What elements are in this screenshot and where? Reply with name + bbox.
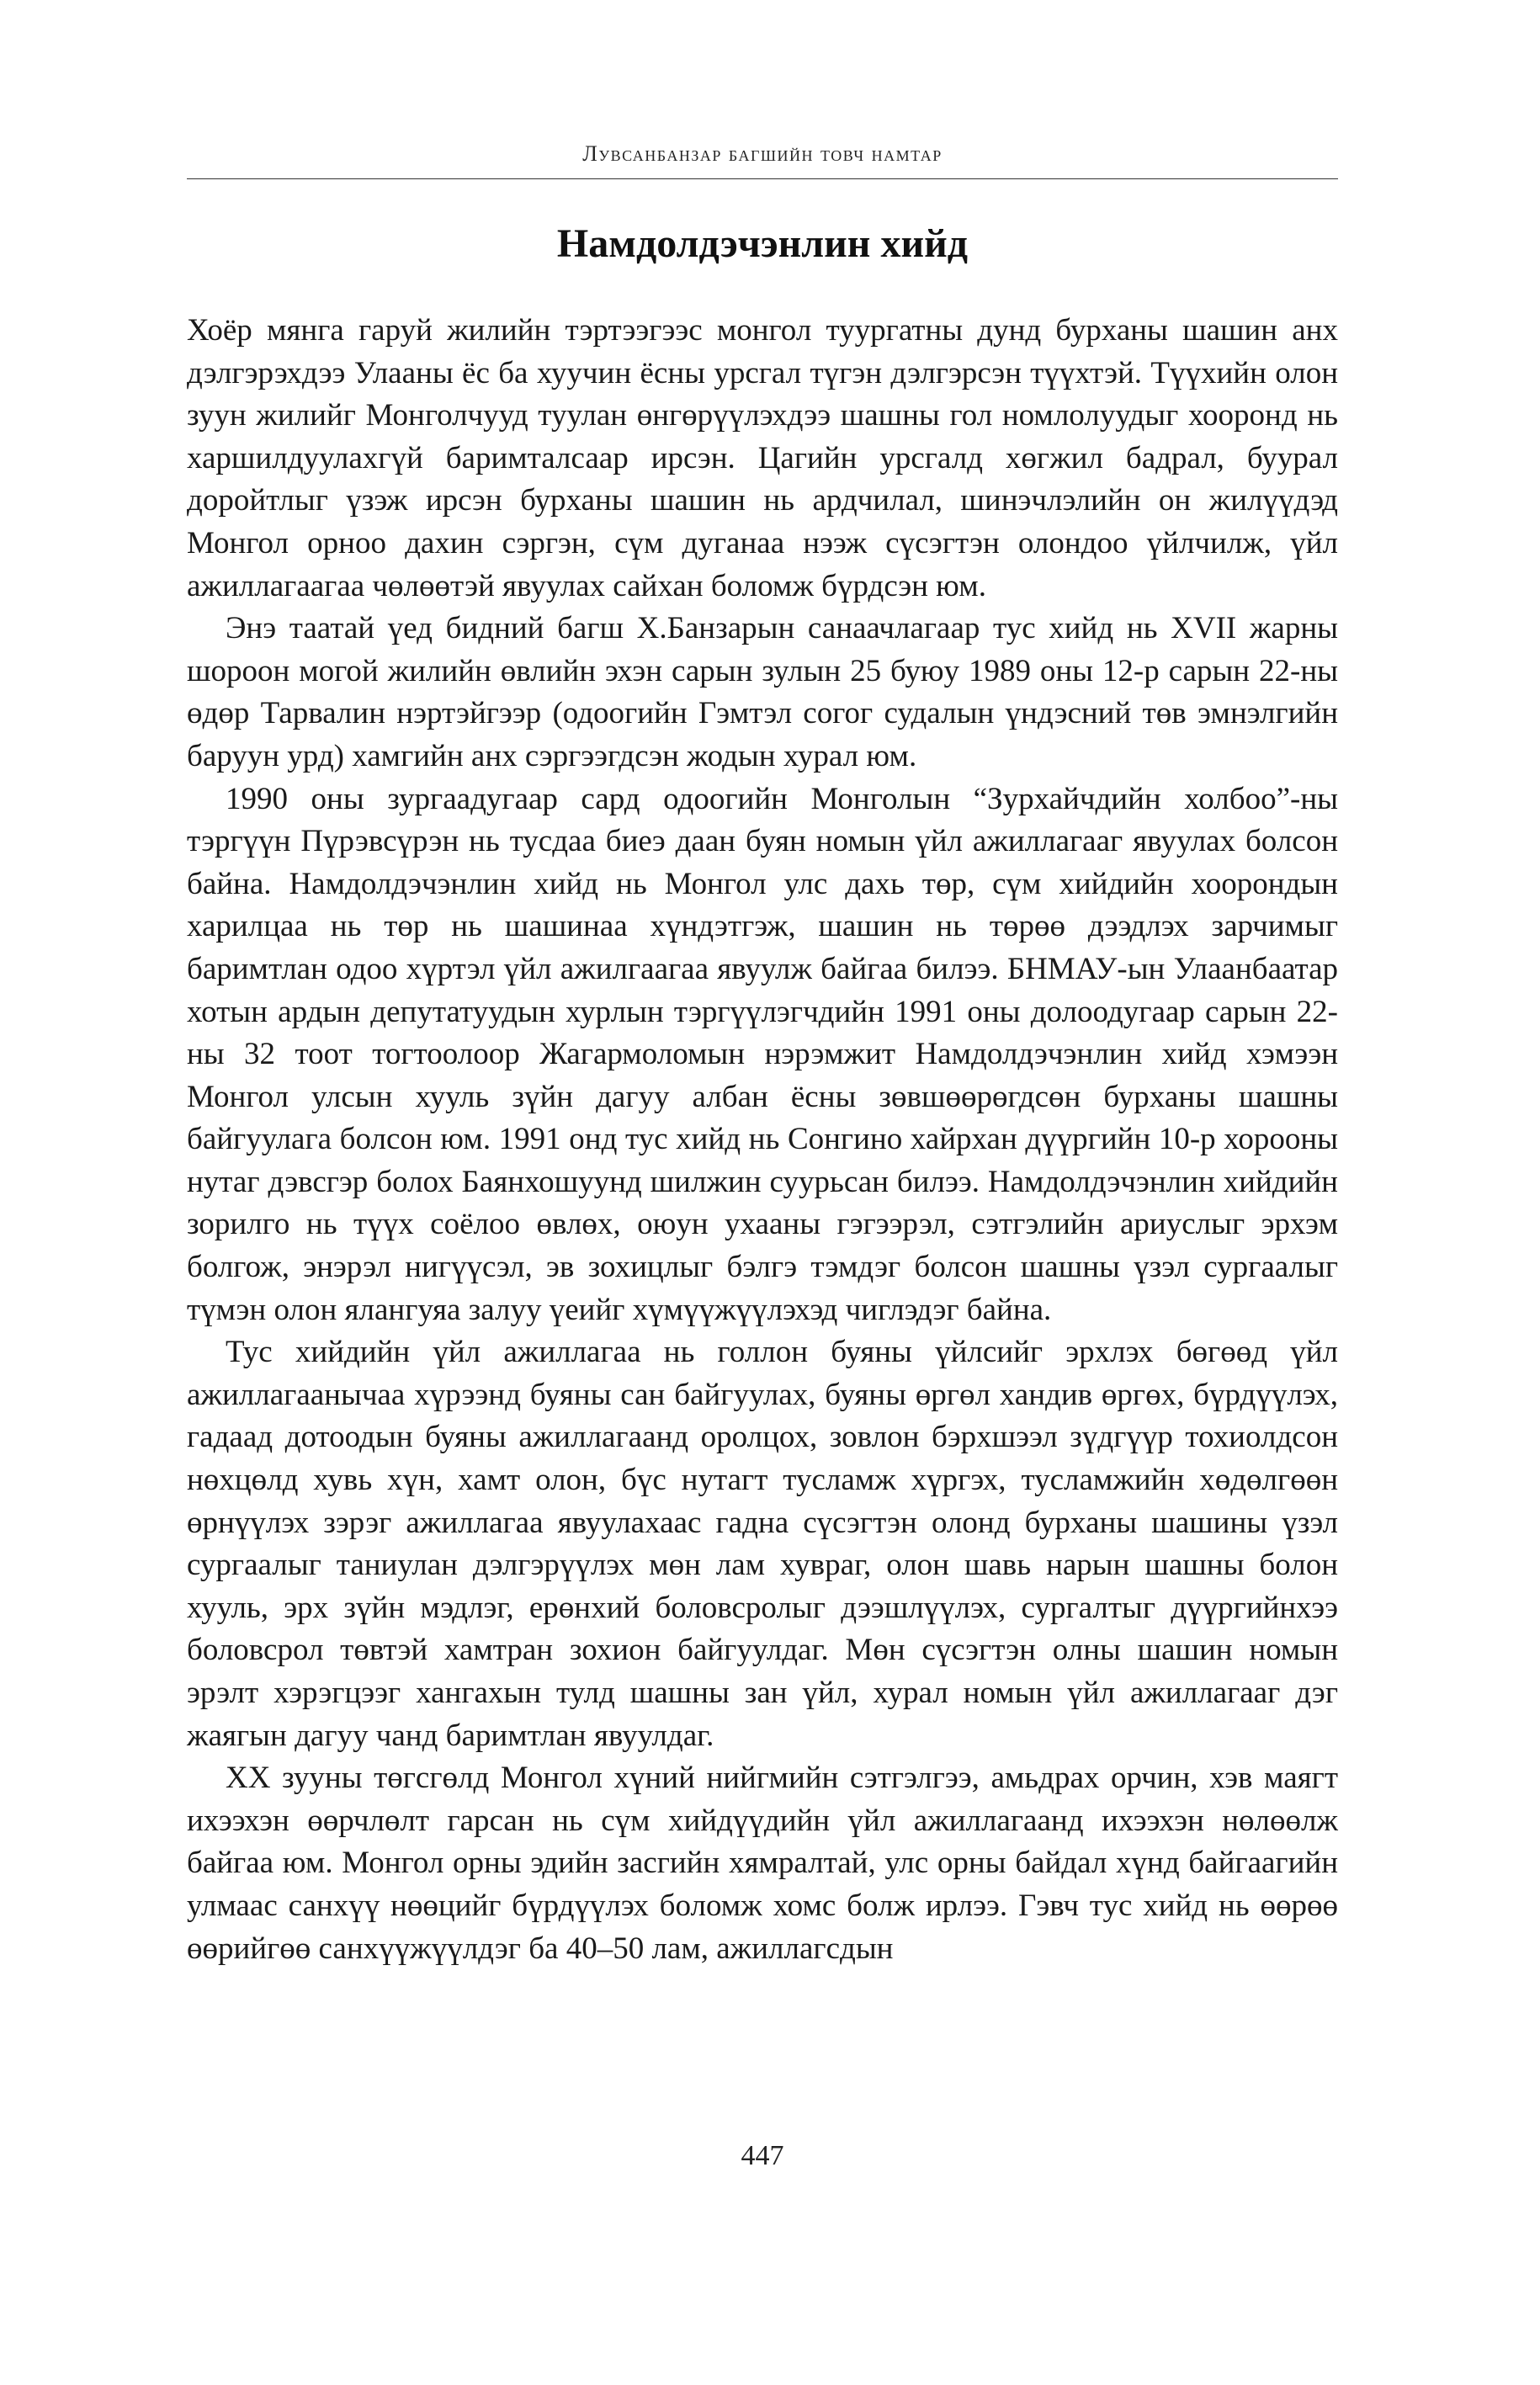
paragraph-5: XX зууны төгсгөлд Монгол хүний нийгмийн сэтгэлгээ, амьдрах орчин, хэв маягт ихээхэн өөрчлөлт гарсан нь сүм хийдүүдийн үйл ажиллагаанд ихээхэн нөлөөлж байгаа юм. Монгол орны эдийн засгийн хямралтай, улс орны байдал хүнд байгаагийн улмаас санхүү нөөцийг бүрдүүлэх боломж хомс болж ирлээ. Гэвч тус хийд нь өөрөө өөрийгөө санхүүжүүлдэг ба 40–50 лам, ажиллагсдын: [187, 1761, 1338, 1966]
page-number: 447: [741, 2140, 784, 2171]
body-text: [187, 310, 1338, 1970]
paragraph-3: 1990 оны зургаадугаар сард одоогийн Монголын “Зурхайчдийн холбоо”-ны тэргүүн Пүрэвсүрэн нь тусдаа биеэ даан буян номын үйл ажиллагааг явуулах болсон байна. Намдолдэчэнлин хийд нь Монгол улс дахь төр, сүм хийдийн хоорондын харилцаа нь төр нь шашинаа хүндэтгэж, шашин нь төрөө дээдлэх зарчимыг баримтлан одоо хүртэл үйл ажилгаагаа явуулж байгаа билээ. БНМАУ-ын Улаанбаатар хотын ардын депутатуудын хурлын тэргүүлэгчдийн 1991 оны долоодугаар сарын 22-ны 32 тоот тогтоолоор Жагармоломын нэрэмжит Намдолдэчэнлин хийд хэмээн Монгол улсын хууль зүйн дагуу албан ёсны зөвшөөрөгдсөн бурханы шашны байгуулага болсон юм. 1991 онд тус хийд нь Сонгино хайрхан дүүргийн 10-р хорооны нутаг дэвсгэр болох Баянхошуунд шилжин суурьсан билээ. Намдолдэчэнлин хийдийн зорилго нь түүх соёлоо өвлөх, оюун ухааны гэгээрэл, сэтгэлийн ариуслыг эрхэм болгож, энэрэл нигүүсэл, эв зохицлыг бэлгэ тэмдэг болсон шашны үзэл сургаалыг түмэн олон ялангуяа залуу үеийг хүмүүжүүлэхэд чиглэдэг байна.: [187, 781, 1338, 1327]
paragraph-1: Хоёр мянга гаруй жилийн тэртээгээс монгол туургатны дунд бурханы шашин анх дэлгэрэхдээ Улааны ёс ба хуучин ёсны урсгал түгэн дэлгэрсэн түүхтэй. Түүхийн олон зуун жилийг Монголчууд туулан өнгөрүүлэхдээ шашны гол номлолуудыг хооронд нь харшилдуулахгүй баримталсаар ирсэн. Цагийн урсгалд хөгжил бадрал, буурал доройтлыг үзэж ирсэн бурханы шашин нь ардчилал, шинэчлэлийн он жилүүдэд Монгол орноо дахин сэргэн, сүм дуганаа нээж сүсэгтэн олондоо үйлчилж, үйл ажиллагаагаа чөлөөтэй явуулах сайхан боломж бүрдсэн юм.: [187, 313, 1338, 603]
paragraph-4: Тус хийдийн үйл ажиллагаа нь голлон буяны үйлсийг эрхлэх бөгөөд үйл ажиллагаанычаа хүрээнд буяны сан байгуулах, буяны өргөл хандив өргөх, бүрдүүлэх, гадаад дотоодын буяны ажиллагаанд оролцох, зовлон бэрхшээл зүдгүүр тохиолдсон нөхцөлд хувь хүн, хамт олон, бүс нутагт тусламж хүргэх, тусламжийн хөдөлгөөн өрнүүлэх зэрэг ажиллагаа явуулахаас гадна сүсэгтэн олонд бурханы шашины үзэл сургаалыг таниулан дэлгэрүүлэх мөн лам хувраг, олон шавь нарын шашны болон хууль, эрх зүйн мэдлэг, ерөнхий боловсролыг дээшлүүлэх, сургалтыг дүүргийнхээ боловсрол төвтэй хамтран зохион байгуулдаг. Мөн сүсэгтэн олны шашин номын эрэлт хэрэгцээг хангахын тулд шашны зан үйл, хурал номын үйл ажиллагааг дэг жаягын дагуу чанд баримтлан явуулдаг.: [187, 1335, 1338, 1753]
header-divider: [187, 178, 1338, 179]
running-header: Лувсанбанзар багшийн товч намтар: [582, 141, 943, 166]
paragraph-2: Энэ таатай үед бидний багш Х.Банзарын санаачлагаар тус хийд нь XVII жарны шороон могой жилийн өвлийн эхэн сарын зулын 25 буюу 1989 оны 12-р сарын 22-ны өдөр Тарвалин нэртэйгээр (одоогийн Гэмтэл согог судалын үндэсний төв эмнэлгийн баруун урд) хамгийн анх сэргээгдсэн жодын хурал юм.: [187, 611, 1338, 773]
chapter-title: Намдолдэчэнлин хийд: [556, 221, 969, 266]
